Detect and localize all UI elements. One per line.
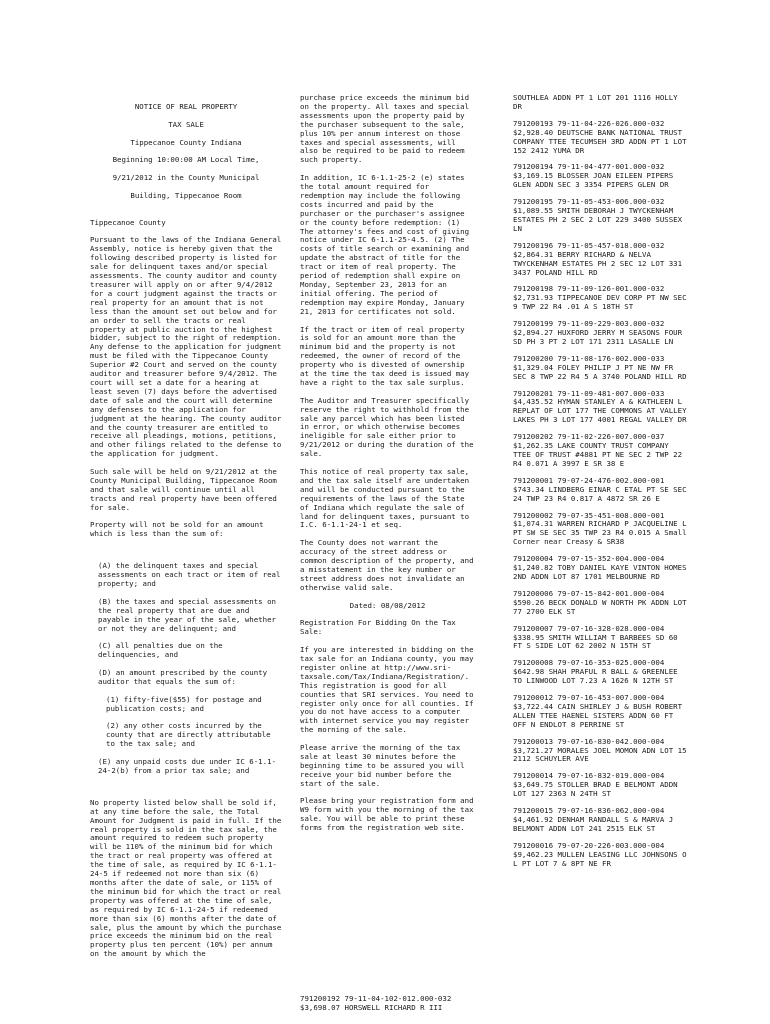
title-line: 9/21/2012 in the County Municipal [112, 173, 260, 183]
title-line: TAX SALE [168, 119, 204, 129]
parcel-record: 791200007 79-07-16-328-028.000-004 $338.95 SMITH WILLIAM T BARBEES SD 60 FT S SIDE LOT 62 2002 N 15TH ST [513, 623, 678, 651]
paragraph: Such sale will be held on 9/21/2012 at the County Municipal Building, Tippecanoe Room and that sale will continue until all tracts and real property have been offered for sale. [90, 467, 277, 512]
list-item: (A) the delinquent taxes and special assessments on each tract or item of real property; and [98, 561, 281, 588]
paragraph: If the tract or item of real property is sold for an amount more than the minimum bid and the property is not redeemed, the owner of record of the property who is divested of ownership at the time the tax deed is issued may have a right to the tax sale surplus. [300, 324, 470, 387]
paragraph: The Auditor and Treasurer specifically reserve the right to withhold from the sale any parcel which has been listed in error, or which otherwise becomes ineligible for sale either prior to 9/21/2012 or during the duration of the sale. [300, 395, 474, 459]
sum-list [90, 553, 282, 785]
parcel-record: SOUTHLEA ADDN PT 1 LOT 201 1116 HOLLY DR [513, 93, 678, 111]
title-line: Building, Tippecanoe Room [130, 190, 242, 200]
parcel-record: 791200004 79-07-15-352-004.000-004 $1,240.82 TOBY DANIEL KAYE VINTON HOMES 2ND ADDN LOT 87 1701 MELBOURNE RD [513, 554, 687, 581]
paragraph: In addition, IC 6-1.1-25-2 (e) states the total amount required for redemption may include the following costs incurred and paid by the purchaser or the purchaser's assignee or the county before redemption: (1) The attorney's fees and cost of giving notice under IC 6-1.1-25-4.5. (2) The costs of title search or examining and update the abstract of title for the tract or item of real property. The period of redemption shall expire on Monday, September 23, 2013 for an initial offering. The period of redemption may expire Monday, January 21, 2013 for certificates not sold. [300, 173, 470, 316]
list-item: (E) any unpaid costs due under IC 6-1.1-24-2(b) from a prior tax sale; and [98, 757, 276, 775]
list-item: (D) an amount prescribed by the county auditor that equals the sum of: [98, 668, 268, 686]
parcel-record: 791200202 79-11-02-226-007.000-037 $1,262.35 LAKE COUNTY TRUST COMPANY TTEE OF TRUST #4881 PT NE SEC 2 TWP 22 R4 0.071 A 3997 E SR 38 E [513, 432, 683, 468]
parcel-record: 791200015 79-07-16-836-062.000-004 $4,461.92 DENHAM RANDALL S & MARVA J BELMONT ADDN LOT 241 2515 ELK ST [513, 806, 674, 833]
parcel-record-start [300, 995, 475, 1013]
parcel-record: 791200008 79-07-16-353-025.000-004 $642.98 SHAH PRAFUL R BALL & GREENLEE TO LINWOOD LOT 7.23 A 1626 N 12TH ST [513, 658, 678, 686]
list-item: (C) all penalties due on the delinquencies, and [98, 641, 223, 660]
paragraph: Pursuant to the laws of the Indiana General Assembly, notice is hereby given that the following described property is listed for sale for delinquent taxes and/or special assessments. The county auditor and county treasurer will apply on or after 9/4/2012 for a court judgment against the tracts or real property for an amount that is not less than the amount set out below and for an order to sell the tracts or real property at public auction to the highest bidder, subject to the right of redemption. Any defense to the application for judgment must be filed with the Tippecanoe County Superior #2 Court and served on the county auditor and treasurer before 9/4/2012. The court will set a date for a hearing at least seven (7) days before the advertised date of sale and the court will determine any defenses to the application for judgment at the hearing. The county auditor and the county treasurer are entitled to receive all pleadings, motions, petitions, and other filings related to the defense to the application for judgment. [90, 235, 282, 459]
parcel-record: 791200012 79-07-16-453-007.000-004 $3,722.44 CAIN SHIRLEY J & BUSH ROBERT ALLEN TTEE HAENEL SISTERS ADDN 60 FT OFF N ENDLOT 8 PERRINE ST [513, 693, 683, 729]
title-line: Tippecanoe County Indiana [130, 137, 242, 147]
paragraph: No property listed below shall be sold if, at any time before the sale, the Total Amount for Judgment is paid in full. If the real property is sold in the tax sale, the amount required to redeem such property will be 110% of the minimum bid for which the tract or real property was offered at the time of sale, as required by IC 6-1.1-24-5 if redeemed not more than six (6) months after the date of sale, or 115% of the minimum bid for which the tract or real property was offered at the time of sale, as required by IC 6-1.1-24-5 if redeemed more than six (6) months after the date of sale, plus the amount by which the purchase price exceeds the minimum bid on the real property plus ten percent (10%) per annum on the amount by which the [90, 797, 282, 959]
notice-title [90, 94, 282, 210]
paragraph: Please bring your registration form and W9 form with you the morning of the tax sale. You will be able to print these forms from the registration web site. [300, 796, 474, 833]
paragraph: Please arrive the morning of the tax sale at least 30 minutes before the beginning time to be assured you will receive your bid number before the start of the sale. [300, 743, 465, 788]
paragraph: If you are interested in bidding on the tax sale for an Indiana county, you may register online at http://www.sri-taxsale.com/Tax/Indiana/Registration/. This registration is good for all counties that SRI services. You need to register only once for all counties. If you do not have access to a computer with internet service you may register the morning of the sale. [300, 645, 474, 735]
parcel-record: 791200200 79-11-08-176-002.000-033 $1,329.04 FOLEY PHILIP J PT NE NW FR SEC 8 TWP 22 R4 5 A 3740 POLAND HILL RD [513, 353, 687, 381]
parcel-record: 791200198 79-11-09-126-001.000-032 $2,731.93 TIPPECANOE DEV CORP PT NW SEC 9 TWP 22 R4 .01 A S 18TH ST [513, 284, 687, 312]
dated-line: Dated: 08/08/2012 [349, 600, 426, 610]
parcel-record: 791200195 79-11-05-453-006.000-032 $1,089.55 SMITH DEBORAH J TWYCKENHAM ESTATES PH 2 SEC 2 LOT 229 3400 SUSSEX LN [513, 197, 683, 233]
list-item: (1) fifty-five($55) for postage and publication costs; and [106, 694, 262, 713]
title-line: Beginning 10:00:00 AM Local Time, [112, 155, 260, 165]
parcel-record: 791200014 79-07-16-832-019.000-004 $3,649.75 STOLLER BRAD E BELMONT ADDN LOT 127 2363 N 24TH ST [513, 771, 678, 799]
county-name: Tippecanoe County [90, 217, 166, 227]
parcel-record: 791200016 79-07-20-226-003.000-004 $9,462.23 MULLEN LEASING LLC JOHNSONS O L PT LOT 7 & 8PT NE FR [513, 840, 687, 868]
parcel-line: 791200192 79-11-04-102-012.000-032 [300, 994, 452, 1003]
parcel-record: 791200001 79-07-24-476-002.000-001 $743.34 LINDBERG EINAR C ETAL PT SE SEC 24 TWP 23 R4 0.817 A 4872 SR 26 E [513, 475, 687, 503]
title-line: NOTICE OF REAL PROPERTY [134, 101, 238, 111]
parcel-record: 791200196 79-11-05-457-018.000-032 $2,864.31 BERRY RICHARD & NELVA TWYCKENHAM ESTATES PH 2 SEC 12 LOT 331 3437 POLAND HILL RD [513, 240, 683, 277]
parcel-record: 791200002 79-07-35-451-008.000-001 $1,074.31 WARREN RICHARD P JACQUELINE L PT SW SE SEC 35 TWP 23 R4 0.015 A Small Corner near Creasy & SR38 [513, 510, 687, 547]
parcel-record: 791200199 79-11-09-229-003.000-032 $2,894.27 HUXFORD JERRY M SEASONS FOUR SD PH 3 PT 2 LOT 171 2311 LASALLE LN [513, 319, 683, 346]
parcel-line: $3,698.07 HORSWELL RICHARD R III [300, 1002, 443, 1012]
paragraph: Property will not be sold for an amount which is less than the sum of: [90, 520, 264, 539]
paragraph: The County does not warrant the accuracy of the street address or common description of the property, and a misstatement in the key number or street address does not invalidate an otherwise valid sale. [300, 538, 474, 592]
parcel-record: 791200193 79-11-04-226-026.000-032 $2,928.40 DEUTSCHE BANK NATIONAL TRUST COMPANY TTEE TECUMSEH 3RD ADDN PT 1 LOT 152 2412 YUMA DR [513, 118, 687, 155]
parcel-record: 791200194 79-11-04-477-001.000-032 $3,169.15 BLOSSER JOAN EILEEN PIPERS GLEN ADDN SEC 3 3354 PIPERS GLEN DR [513, 162, 674, 190]
column-2 [300, 94, 475, 842]
column-3 [513, 94, 689, 877]
column-1 [90, 94, 282, 968]
parcel-record: 791200201 79-11-09-481-007.000-033 $4,435.52 HYMAN STANLEY A & KATHLEEN L REPLAT OF LOT 177 THE COMMONS AT VALLEY LAKES PH 3 LOT 177 4001 REGAL VALLEY DR [513, 388, 687, 425]
parcel-record: 791200006 79-07-15-842-001.000-004 $590.26 BECK DONALD W NORTH PK ADDN LOT 77 2700 ELK ST [513, 588, 687, 616]
paragraph: This notice of real property tax sale, and the tax sale itself are undertaken and will be conducted pursuant to the requirements of the laws of the State of Indiana which regulate the sale of land for delinquent taxes, pursuant to I.C. 6-1.1-24-1 et seq. [300, 467, 470, 530]
paragraph: Registration For Bidding On the Tax Sale: [300, 618, 456, 637]
paragraph: purchase price exceeds the minimum bid on the property. All taxes and special assessments upon the property paid by the purchaser subsequent to the sale, plus 10% per annum interest on those taxes and special assessments, will also be required to be paid to redeem such property. [300, 93, 470, 165]
list-item: (2) any other costs incurred by the county that are directly attributable to the tax sale; and [106, 721, 271, 749]
parcel-record: 791200013 79-07-16-830-042.000-004 $3,721.27 MORALES JOEL MOMON ADN LOT 15 2112 SCHUYLER AVE [513, 736, 687, 764]
list-item: (B) the taxes and special assessments on the real property that are due and payable in the year of the sale, whether or not they are delinquent; and [98, 596, 276, 633]
